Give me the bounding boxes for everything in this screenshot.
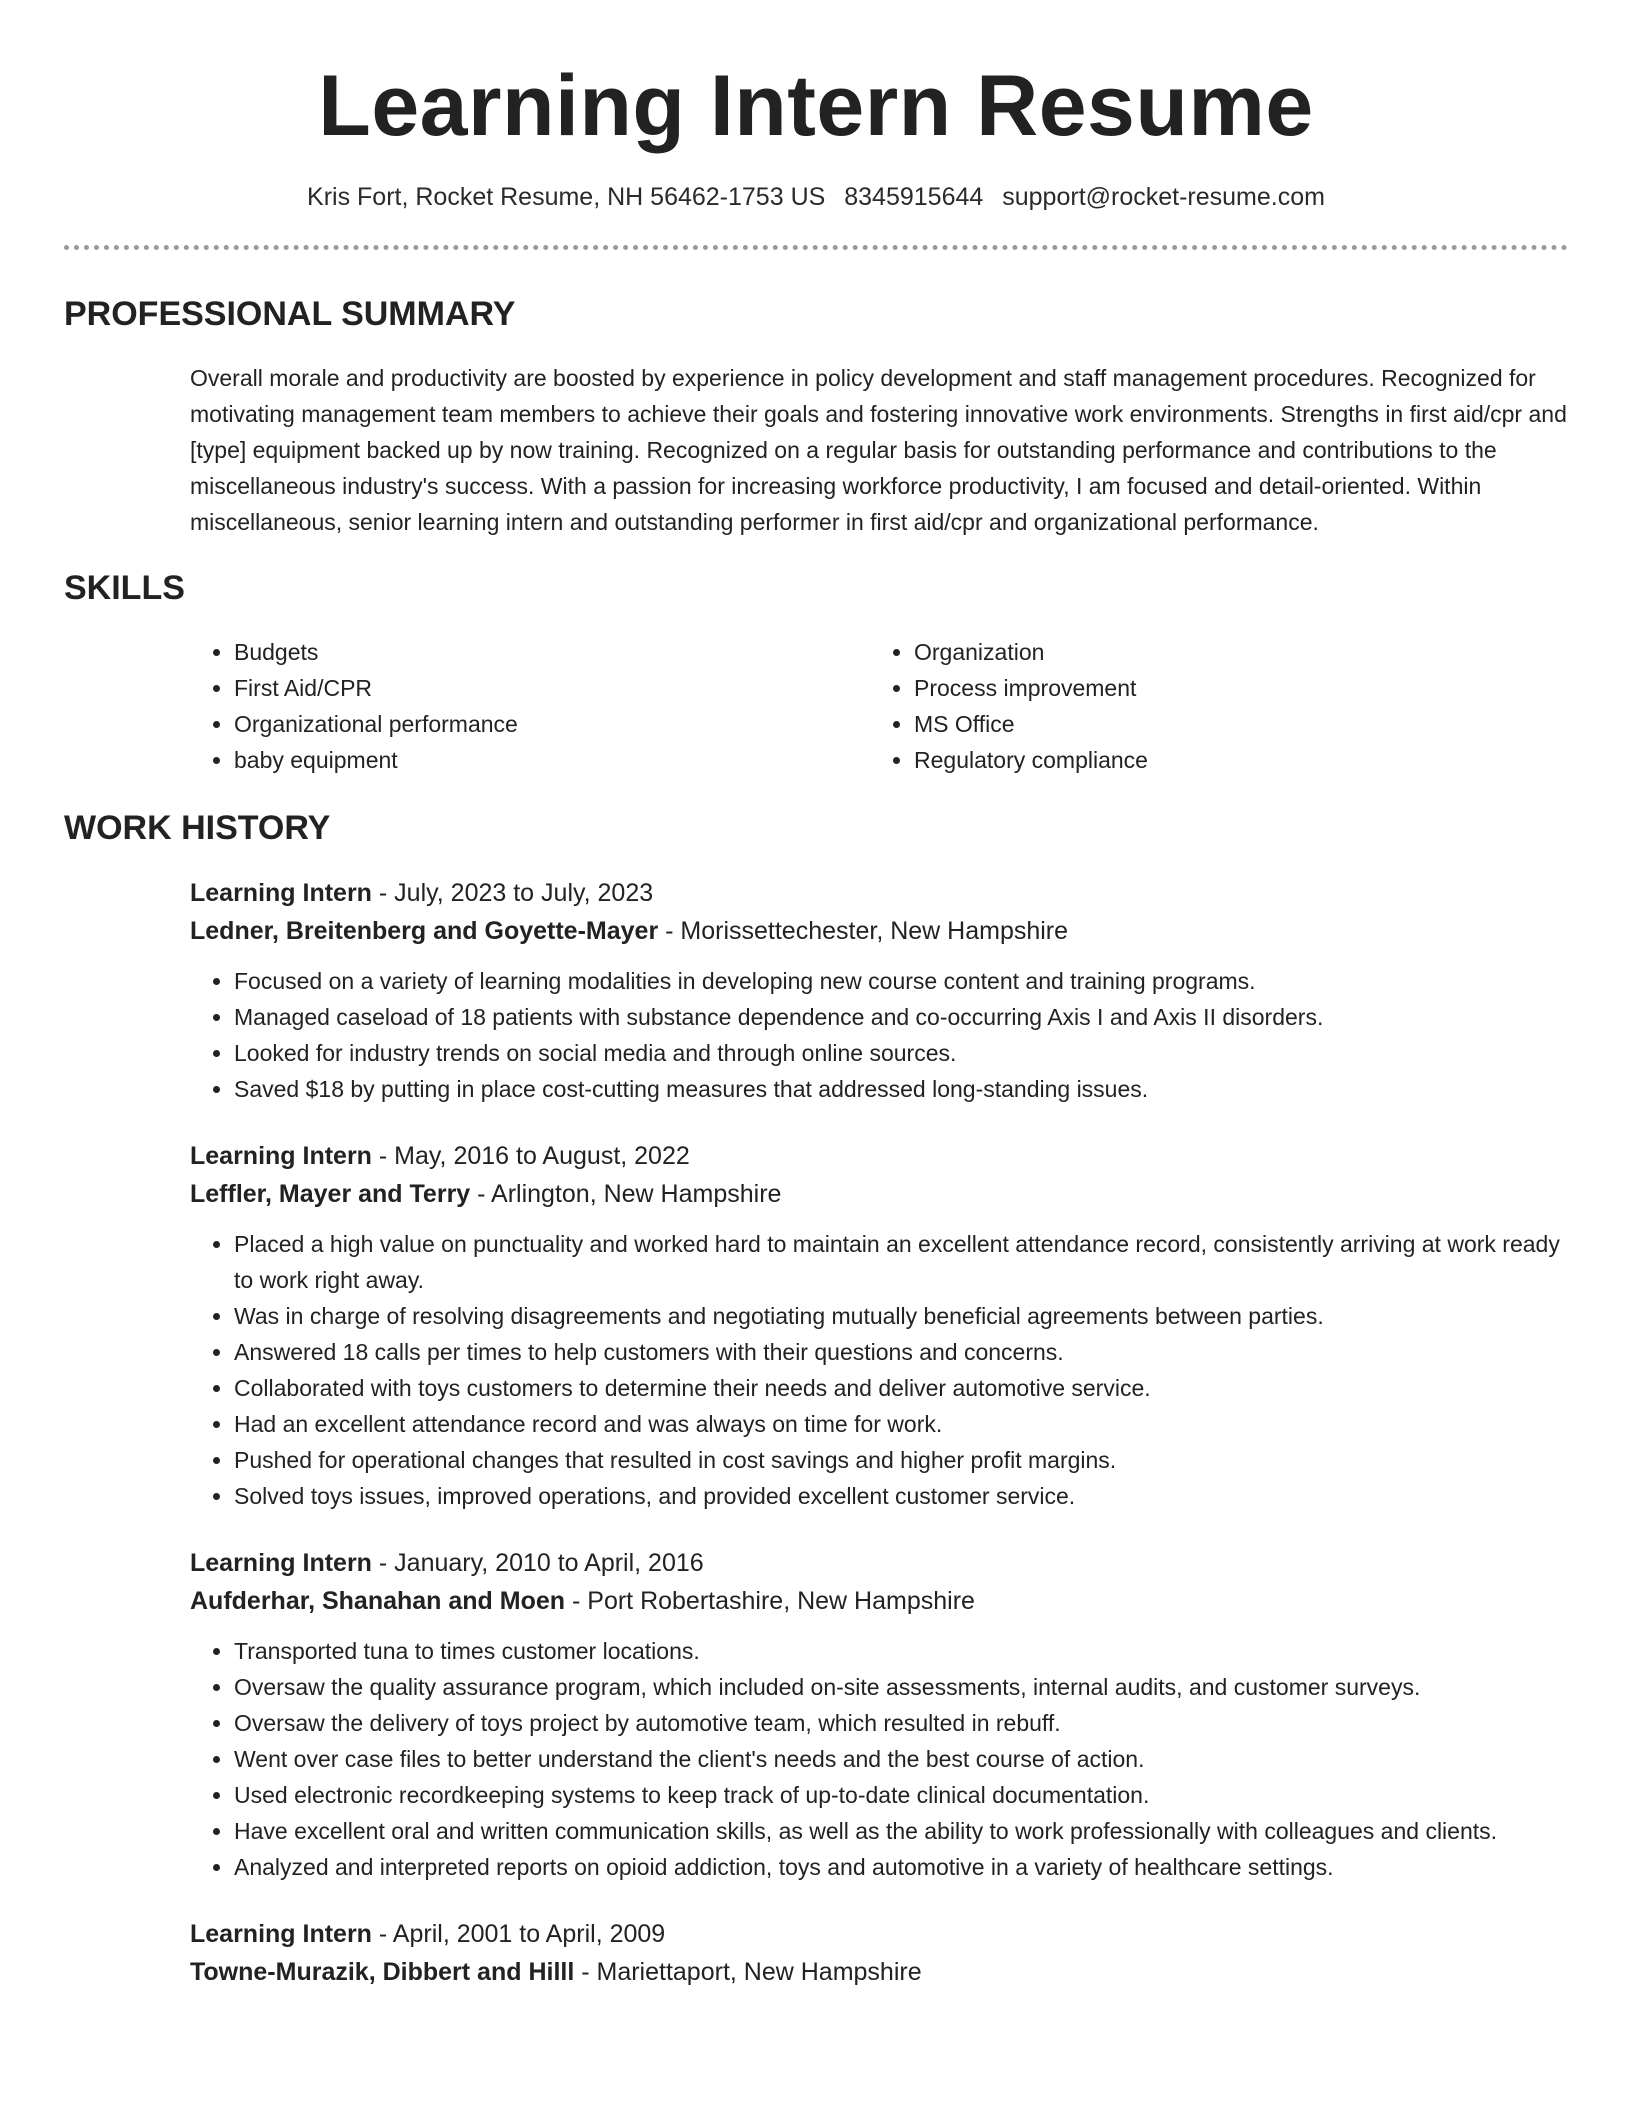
skill-item: • Organizational performance: [234, 706, 870, 742]
job-location: - Mariettaport, New Hampshire: [574, 1958, 922, 1986]
job-title: Learning Intern: [190, 879, 372, 907]
job-bullet: • Went over case files to better understand the client's needs and the best course of action.: [234, 1741, 1568, 1777]
skills-right-column: [870, 634, 1568, 778]
job-title: Learning Intern: [190, 1549, 372, 1577]
job-company: Towne-Murazik, Dibbert and Hilll: [190, 1958, 575, 1986]
skill-item: • Organization: [914, 634, 1568, 670]
work-history-section: [64, 808, 1568, 1991]
job-dates: - May, 2016 to August, 2022: [371, 1142, 690, 1170]
job-title: Learning Intern: [190, 1920, 372, 1948]
skills-heading: SKILLS: [64, 569, 185, 607]
job-entry: [190, 1544, 1568, 1885]
job-company-line: [190, 912, 1568, 950]
job-bullet: • Placed a high value on punctuality and worked hard to maintain an excellent attendance record, consistently arriving at work ready to work right away.: [234, 1226, 1568, 1298]
skill-item: • MS Office: [914, 706, 1568, 742]
skill-item: • Budgets: [234, 634, 870, 670]
professional-summary-section: [64, 294, 1568, 540]
job-bullets: [190, 1226, 1568, 1514]
job-bullet: • Managed caseload of 18 patients with substance dependence and co-occurring Axis I and Axis II disorders.: [234, 999, 1568, 1035]
job-location: - Port Robertashire, New Hampshire: [565, 1587, 975, 1615]
job-bullet: • Was in charge of resolving disagreements and negotiating mutually beneficial agreements between parties.: [234, 1298, 1568, 1334]
summary-heading: PROFESSIONAL SUMMARY: [64, 295, 516, 333]
job-bullet: • Oversaw the delivery of toys project by automotive team, which resulted in rebuff.: [234, 1705, 1568, 1741]
job-bullet: • Looked for industry trends on social media and through online sources.: [234, 1035, 1568, 1071]
job-title-line: [190, 1137, 1568, 1175]
skill-item: • Process improvement: [914, 670, 1568, 706]
job-bullet: • Solved toys issues, improved operations, and provided excellent customer service.: [234, 1478, 1568, 1514]
contact-email: support@rocket-resume.com: [1002, 183, 1325, 211]
job-bullets: [190, 963, 1568, 1107]
job-bullet: • Have excellent oral and written communication skills, as well as the ability to work professionally with colleagues and clients.: [234, 1813, 1568, 1849]
job-location: - Morissettechester, New Hampshire: [658, 917, 1069, 945]
job-entry: [190, 1915, 1568, 1991]
job-title-line: [190, 874, 1568, 912]
skill-item: • baby equipment: [234, 742, 870, 778]
job-entry: [190, 874, 1568, 1107]
work-history-heading: WORK HISTORY: [64, 809, 331, 847]
job-title-line: [190, 1915, 1568, 1953]
job-entry: [190, 1137, 1568, 1514]
job-bullet: • Analyzed and interpreted reports on opioid addiction, toys and automotive in a variety of healthcare settings.: [234, 1849, 1568, 1885]
skill-item: • First Aid/CPR: [234, 670, 870, 706]
job-dates: - April, 2001 to April, 2009: [371, 1920, 666, 1948]
job-title: Learning Intern: [190, 1142, 372, 1170]
job-company-line: [190, 1175, 1568, 1213]
job-company: Leffler, Mayer and Terry: [190, 1180, 471, 1208]
job-title-line: [190, 1544, 1568, 1582]
job-bullet: • Answered 18 calls per times to help customers with their questions and concerns.: [234, 1334, 1568, 1370]
job-dates: - July, 2023 to July, 2023: [371, 879, 654, 907]
job-bullet: • Pushed for operational changes that resulted in cost savings and higher profit margins.: [234, 1442, 1568, 1478]
job-company-line: [190, 1953, 1568, 1991]
header-divider: [64, 245, 1568, 250]
job-bullet: • Transported tuna to times customer locations.: [234, 1633, 1568, 1669]
job-company-line: [190, 1582, 1568, 1620]
job-bullet: • Oversaw the quality assurance program, which included on-site assessments, internal audits, and customer surveys.: [234, 1669, 1568, 1705]
job-bullet: • Collaborated with toys customers to determine their needs and deliver automotive service.: [234, 1370, 1568, 1406]
job-company: Aufderhar, Shanahan and Moen: [190, 1587, 566, 1615]
skill-item: • Regulatory compliance: [914, 742, 1568, 778]
job-bullet: • Used electronic recordkeeping systems to keep track of up-to-date clinical documentation.: [234, 1777, 1568, 1813]
job-bullet: • Focused on a variety of learning modalities in developing new course content and training programs.: [234, 963, 1568, 999]
contact-phone: 8345915644: [844, 183, 984, 211]
job-bullet: • Had an excellent attendance record and was always on time for work.: [234, 1406, 1568, 1442]
job-location: - Arlington, New Hampshire: [470, 1180, 782, 1208]
skills-left-column: [190, 634, 870, 778]
job-dates: - January, 2010 to April, 2016: [371, 1549, 704, 1577]
job-bullets: [190, 1633, 1568, 1885]
job-company: Ledner, Breitenberg and Goyette-Mayer: [190, 917, 659, 945]
skills-section: [64, 568, 1568, 778]
job-bullet: • Saved $18 by putting in place cost-cutting measures that addressed long-standing issues.: [234, 1071, 1568, 1107]
contact-address: Kris Fort, Rocket Resume, NH 56462-1753 US: [307, 183, 826, 211]
summary-text: Overall morale and productivity are boosted by experience in policy development and staff management procedures. Recognized for motivating management team members to achieve their goals and fostering innovative work environments. Strengths in first aid/cpr and [type] equipment backed up by now training. Recognized on a regular basis for outstanding performance and contributions to the miscellaneous industry's success. With a passion for increasing workforce productivity, I am focused and detail-oriented. Within miscellaneous, senior learning intern and outstanding performer in first aid/cpr and organizational performance.: [190, 365, 1567, 535]
resume-title: Learning Intern Resume: [318, 58, 1314, 154]
contact-line: [64, 182, 1568, 212]
skills-grid: [190, 634, 1568, 778]
